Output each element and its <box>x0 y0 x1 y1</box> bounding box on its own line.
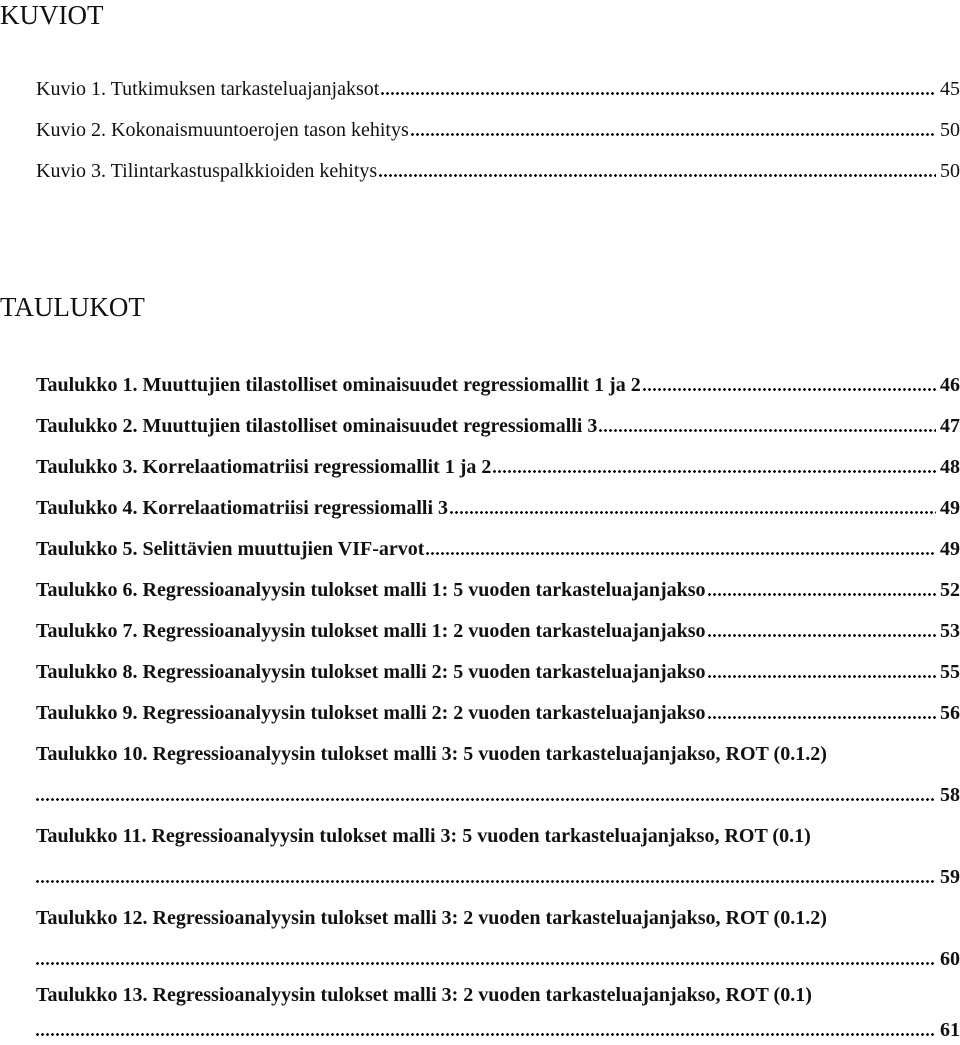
toc-entry-label: Taulukko 3. Korrelaatiomatriisi regressiomallit 1 ja 2 <box>36 456 492 478</box>
toc-entry-table-11-continuation[interactable] <box>36 864 960 890</box>
dot-leader <box>379 171 936 177</box>
dot-leader <box>36 795 936 801</box>
toc-entry-table-13-continuation[interactable] <box>36 1017 960 1043</box>
dot-leader <box>643 385 936 391</box>
toc-entry-page: 60 <box>940 948 960 970</box>
toc-entry-table-3[interactable] <box>36 454 960 480</box>
dot-leader <box>599 426 936 432</box>
dot-leader <box>411 130 936 136</box>
toc-entry-page: 56 <box>940 702 960 724</box>
dot-leader <box>708 672 936 678</box>
toc-entry-table-11[interactable] <box>36 823 960 849</box>
toc-entry-page: 55 <box>940 661 960 683</box>
tables-heading: TAULUKOT <box>0 292 145 322</box>
toc-entry-label: Kuvio 1. Tutkimuksen tarkasteluajanjaksot <box>36 78 380 100</box>
toc-entry-figure-2[interactable] <box>36 117 960 143</box>
toc-entry-label: Kuvio 3. Tilintarkastuspalkkioiden kehitys <box>36 160 378 182</box>
toc-entry-table-12[interactable] <box>36 905 960 931</box>
toc-entry-label: Taulukko 7. Regressioanalyysin tulokset malli 1: 2 vuoden tarkasteluajanjakso <box>36 620 706 642</box>
toc-entry-page: 47 <box>940 415 960 437</box>
toc-entry-page: 53 <box>940 620 960 642</box>
toc-entry-label: Taulukko 9. Regressioanalyysin tulokset malli 2: 2 vuoden tarkasteluajanjakso <box>36 702 706 724</box>
toc-entry-page: 49 <box>940 497 960 519</box>
toc-entry-label: Taulukko 8. Regressioanalyysin tulokset malli 2: 5 vuoden tarkasteluajanjakso <box>36 661 706 683</box>
toc-entry-label: Taulukko 11. Regressioanalyysin tulokset malli 3: 5 vuoden tarkasteluajanjakso, ROT (0.1) <box>36 825 811 847</box>
toc-entry-figure-3[interactable] <box>36 158 960 184</box>
toc-entry-table-6[interactable] <box>36 577 960 603</box>
toc-entry-label: Taulukko 4. Korrelaatiomatriisi regressiomalli 3 <box>36 497 449 519</box>
dot-leader <box>36 877 936 883</box>
toc-entry-label: Taulukko 13. Regressioanalyysin tulokset malli 3: 2 vuoden tarkasteluajanjakso, ROT (0.1) <box>36 984 812 1006</box>
toc-entry-table-8[interactable] <box>36 659 960 685</box>
toc-entry-page: 49 <box>940 538 960 560</box>
dot-leader <box>36 1030 936 1036</box>
toc-entry-table-1[interactable] <box>36 372 960 398</box>
toc-entry-page: 45 <box>940 78 960 100</box>
toc-entry-page: 46 <box>940 374 960 396</box>
toc-entry-label: Taulukko 1. Muuttujien tilastolliset ominaisuudet regressiomallit 1 ja 2 <box>36 374 641 396</box>
toc-entry-label: Taulukko 10. Regressioanalyysin tulokset malli 3: 5 vuoden tarkasteluajanjakso, ROT (0.1.2) <box>36 743 827 765</box>
toc-entry-page: 59 <box>940 866 960 888</box>
toc-entry-table-4[interactable] <box>36 495 960 521</box>
toc-entry-table-9[interactable] <box>36 700 960 726</box>
toc-entry-page: 50 <box>940 119 960 141</box>
toc-entry-table-7[interactable] <box>36 618 960 644</box>
dot-leader <box>426 549 936 555</box>
dot-leader <box>381 89 936 95</box>
dot-leader <box>36 959 936 965</box>
toc-entry-table-13[interactable] <box>36 982 960 1008</box>
dot-leader <box>708 631 936 637</box>
toc-entry-figure-1[interactable] <box>36 76 960 102</box>
toc-entry-table-10[interactable] <box>36 741 960 767</box>
toc-entry-page: 58 <box>940 784 960 806</box>
toc-entry-table-10-continuation[interactable] <box>36 782 960 808</box>
toc-entry-page: 52 <box>940 579 960 601</box>
toc-entry-page: 61 <box>940 1019 960 1041</box>
dot-leader <box>708 590 936 596</box>
toc-entry-page: 48 <box>940 456 960 478</box>
toc-entry-label: Kuvio 2. Kokonaismuuntoerojen tason kehitys <box>36 119 409 141</box>
toc-entry-table-2[interactable] <box>36 413 960 439</box>
toc-entry-label: Taulukko 5. Selittävien muuttujien VIF-arvot <box>36 538 425 560</box>
toc-entry-label: Taulukko 6. Regressioanalyysin tulokset malli 1: 5 vuoden tarkasteluajanjakso <box>36 579 706 601</box>
dot-leader <box>493 467 936 473</box>
toc-entry-table-12-continuation[interactable] <box>36 946 960 972</box>
toc-entry-label: Taulukko 2. Muuttujien tilastolliset ominaisuudet regressiomalli 3 <box>36 415 598 437</box>
toc-entry-page: 50 <box>940 160 960 182</box>
dot-leader <box>450 508 936 514</box>
toc-entry-label: Taulukko 12. Regressioanalyysin tulokset malli 3: 2 vuoden tarkasteluajanjakso, ROT (0.1.2) <box>36 907 827 929</box>
dot-leader <box>708 713 936 719</box>
toc-entry-table-5[interactable] <box>36 536 960 562</box>
figures-heading: KUVIOT <box>0 0 104 30</box>
